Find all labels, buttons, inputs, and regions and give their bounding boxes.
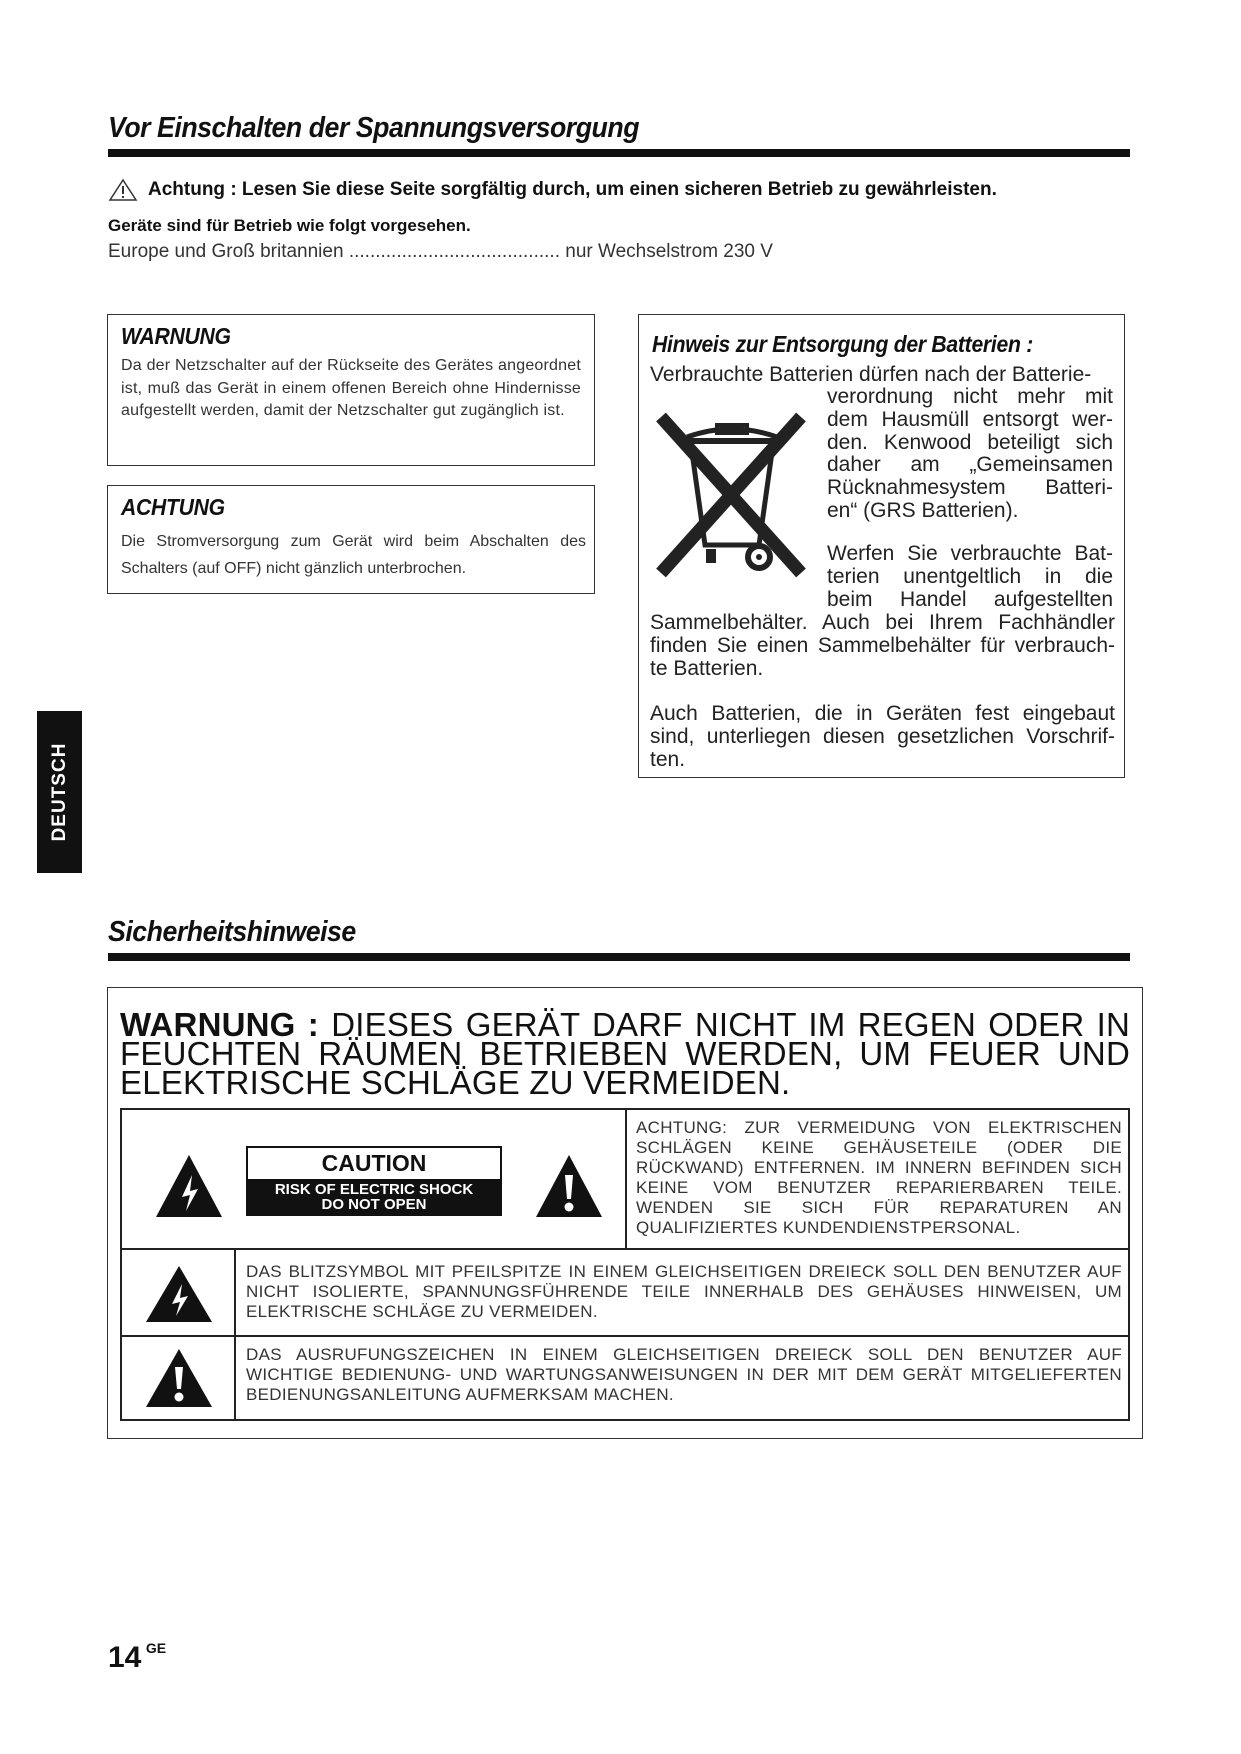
battery-line: Werfen Sie verbrauchte Bat- [827, 542, 1113, 565]
safety-box [107, 987, 1143, 1439]
battery-line: den. Kenwood beteiligt sich [827, 430, 1113, 454]
battery-para1-lines [827, 386, 1113, 523]
battery-intro: Verbrauchte Batterien dürfen nach der Batterie- [650, 363, 1092, 386]
caution-label-sub2: DO NOT OPEN [321, 1196, 427, 1213]
language-tab-label: DEUTSCH [48, 742, 70, 842]
caution-line [108, 176, 997, 204]
caution-label-band [248, 1179, 500, 1214]
caution-label-sub1: RISK OF ELECTRIC SHOCK [274, 1181, 474, 1198]
table-row [122, 1337, 1128, 1419]
symbol-cell [122, 1337, 236, 1419]
exclamation-triangle-icon [144, 1347, 214, 1409]
symbol-cell [122, 1250, 236, 1335]
region-dots: ........................................ [348, 241, 560, 262]
battery-line: Rücknahmesystem Batteri- [827, 476, 1113, 500]
battery-line: beim Handel aufgestellten [827, 587, 1113, 611]
page-number-value: 14 [108, 1641, 142, 1674]
row2-text: DAS BLITZSYMBOL MIT PFEILSPITZE IN EINEM GLEICHSEITIGEN DREIECK SOLL DEN BENUTZER AUF NICHT ISOLIERTE, SPANNUNGSFÜHRENDE TEILE INNERHALB DES GEHÄUSES HINWEISEN, UM ELEKTRISCHE SCHLÄGE ZU VERMEIDEN. [246, 1262, 1122, 1321]
intended-use-heading: Geräte sind für Betrieb wie folgt vorgesehen. [108, 216, 471, 235]
language-tab [37, 711, 82, 873]
achtung-box-title: ACHTUNG [121, 494, 225, 520]
safety-warning-text: DIESES GERÄT DARF NICHT IM REGEN ODER IN FEUCHTEN RÄUMEN BETRIEBEN WERDEN, UM FEUER UND ELEKTRISCHE SCHLÄGE ZU VERMEIDEN. [120, 1006, 1130, 1101]
exclamation-triangle-icon [534, 1153, 604, 1219]
safety-warning [120, 1006, 1130, 1101]
battery-para2-lines [827, 543, 1113, 611]
table-row [122, 1110, 1128, 1250]
achtung-box-text: Die Stromversorgung zum Gerät wird beim Abschalten des Schalters (auf OFF) nicht gänzlich unterbrochen. [121, 533, 586, 577]
section-title-safety: Sicherheitshinweise [108, 916, 356, 948]
battery-line: terien unentgeltlich in die [827, 564, 1113, 588]
battery-line: dem Hausmüll entsorgt wer- [827, 407, 1113, 431]
battery-line: daher am „Gemeinsamen [827, 453, 1113, 477]
symbols-table [120, 1108, 1130, 1421]
page-number [108, 1640, 166, 1675]
region-line [108, 241, 773, 263]
title-rule [108, 149, 1130, 157]
warnung-box-title: WARNUNG [121, 323, 231, 349]
section-title-power: Vor Einschalten der Spannungsversorgung [108, 112, 640, 144]
battery-para3: Auch Batterien, die in Geräten fest eingebaut sind, unterliegen diesen gesetzlichen Vorschrif- ten. [650, 702, 1115, 771]
caution-label [246, 1146, 502, 1216]
battery-box [638, 314, 1125, 778]
warnung-box-text: Da der Netzschalter auf der Rückseite des Gerätes angeordnet ist, muß das Gerät in einem offenen Bereich ohne Hindernisse aufgestellt werden, damit der Netzschalter gut zugänglich ist. [121, 357, 581, 419]
table-row [122, 1250, 1128, 1337]
row1-text: ACHTUNG: ZUR VERMEIDUNG VON ELEKTRISCHEN SCHLÄGEN KEINE GEHÄUSETEILE (ODER DIE RÜCKWAND) ENTFERNEN. IM INNERN BEFINDEN SICH KEINE VOM BENUTZER REPARIERBAREN TEILE. WENDEN SIE SICH FÜR REPARATUREN AN QUALIFIZIERTES KUNDENDIENSTPERSONAL. [636, 1118, 1122, 1237]
caution-line-text: Achtung : Lesen Sie diese Seite sorgfältig durch, um einen sicheren Betrieb zu gewährleisten. [148, 179, 997, 200]
battery-line: en“ (GRS Batterien). [827, 498, 1019, 522]
warnung-box [107, 314, 595, 466]
safety-warning-label: WARNUNG : [120, 1006, 319, 1043]
row3-text: DAS AUSRUFUNGSZEICHEN IN EINEM GLEICHSEITIGEN DREIECK SOLL DEN BENUTZER AUF WICHTIGE BEDIENUNG- UND WARTUNGSANWEISUNGEN IN DER MIT DEM GERÄT MITGELIEFERTEN BEDIENUNGSANLEITUNG AUFMERKSAM MACHEN. [246, 1345, 1122, 1404]
battery-para2-rest: Sammelbehälter. Auch bei Ihrem Fachhändler finden Sie einen Sammelbehälter für verbrauch- te Batterien. [650, 611, 1115, 680]
region-label: Europe und Groß britannien [108, 241, 344, 262]
warning-triangle-icon [108, 178, 138, 202]
lightning-triangle-icon [154, 1153, 224, 1219]
battery-line: verordnung nicht mehr mit [827, 385, 1113, 408]
title-rule [108, 953, 1130, 961]
region-value: nur Wechselstrom 230 V [565, 241, 773, 262]
page-number-suffix: GE [145, 1640, 167, 1656]
lightning-triangle-icon [144, 1264, 214, 1324]
achtung-box [107, 485, 595, 594]
caution-label-title: CAUTION [321, 1150, 427, 1176]
caution-label-cell [122, 1110, 627, 1248]
battery-box-title: Hinweis zur Entsorgung der Batterien : [652, 331, 1034, 357]
crossed-bin-icon [651, 411, 811, 586]
